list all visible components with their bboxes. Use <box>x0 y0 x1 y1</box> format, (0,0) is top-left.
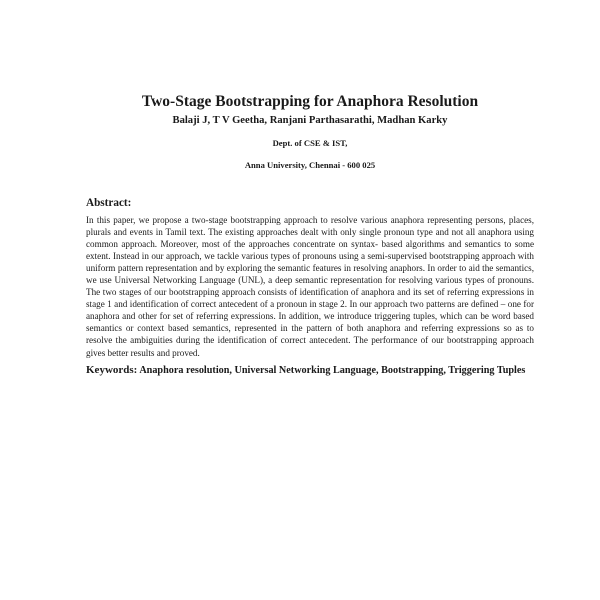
keywords-section <box>86 364 534 377</box>
affiliation-university: Anna University, Chennai - 600 025 <box>244 160 376 170</box>
paper-page <box>86 92 534 377</box>
paper-title: Two-Stage Bootstrapping for Anaphora Resolution <box>141 93 479 110</box>
paper-authors: Balaji J, T V Geetha, Ranjani Parthasarathi, Madhan Karky <box>172 115 448 126</box>
keywords-text: Anaphora resolution, Universal Networking Language, Bootstrapping, Triggering Tuples <box>139 364 526 376</box>
abstract-heading: Abstract: <box>86 197 132 209</box>
keywords-label: Keywords: <box>86 363 138 376</box>
affiliation-department: Dept. of CSE & IST, <box>272 138 348 148</box>
abstract-text: In this paper, we propose a two-stage bootstrapping approach to resolve various anaphora representing persons, places, plurals and events in Tamil text. The existing approaches dealt with only single pronoun type and not all anaphora using common approach. Moreover, most of the approaches concentrate on syntax- based algorithms and semantics to some extent. Instead in our approach, we tackle various types of pronouns using a semi-supervised bootstrapping approach with uniform pattern representation and by exploring the semantic features in resolving anaphors. In order to aid the semantics, we use Universal Networking Language (UNL), a deep semantic representation for resolving various types of pronouns. The two stages of our bootstrapping approach consists of identification of anaphora and its set of referring expressions in stage 1 and identification of correct antecedent of a pronoun in stage 2. In our approach two patterns are defined – one for anaphora and other for set of referring expressions. In addition, we introduce triggering tuples, which can be word based semantics or context based semantics, represented in the pattern of both anaphora and referring expressions so as to resolve the ambiguities during the identification of correct antecedent. The performance of our bootstrapping approach gives better results and proved. <box>86 215 534 358</box>
